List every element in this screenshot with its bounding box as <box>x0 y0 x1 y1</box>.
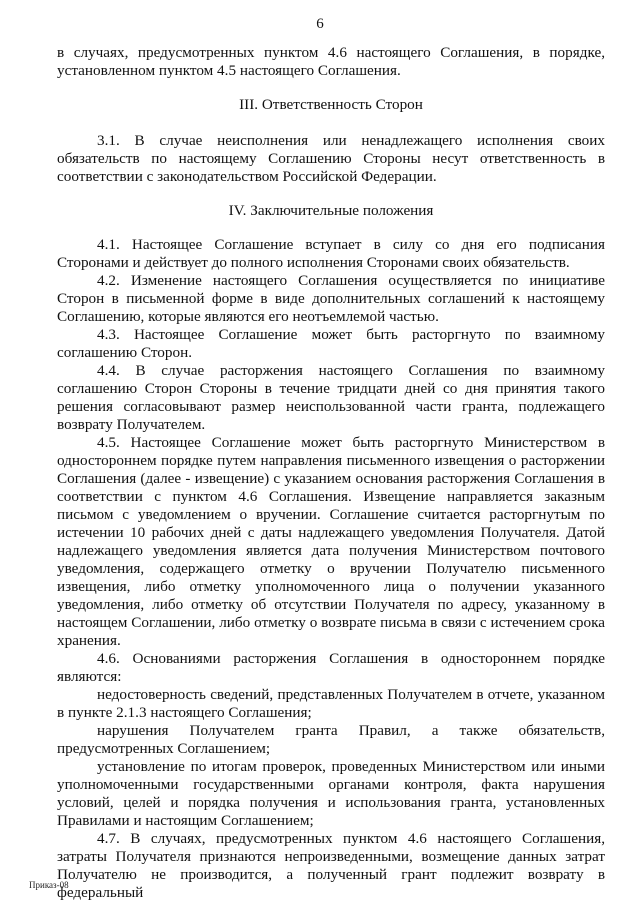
section-3-heading: III. Ответственность Сторон <box>239 96 423 113</box>
paragraph-4-5: 4.5. Настоящее Соглашение может быть расторгнуто Министерством в одностороннем порядке путем направления письменного извещения о расторжении Соглашения (далее - извещение) с указанием основания расторжения Соглашения в соответствии с пунктом 4.6 Соглашения. Извещение направляется заказным письмом с уведомлением о вручении. Соглашение считается расторгнутым по истечении 10 рабочих дней с даты надлежащего уведомления Получателя. Датой надлежащего уведомления является дата получения Министерством почтового уведомления, содержащего отметку о вручении Получателю письменного извещения, либо отметку уполномоченного лица о получении указанного уведомления, либо отметку об отсутствии Получателя по адресу, указанному в настоящем Соглашении, либо отметку о возврате письма в связи с истечением срока хранения. <box>57 434 605 649</box>
paragraph-4-4: 4.4. В случае расторжения настоящего Соглашения по взаимному соглашению Сторон Стороны в течение тридцати дней со дня принятия такого решения согласовывают размер неиспользованной части гранта, подлежащего возврату Получателем. <box>57 362 605 433</box>
paragraph-4-6: 4.6. Основаниями расторжения Соглашения в одностороннем порядке являются: <box>57 650 605 685</box>
paragraph-3-1: 3.1. В случае неисполнения или ненадлежащего исполнения своих обязательств по настоящему Соглашению Стороны несут ответственность в соответствии с законодательством Российской Федерации. <box>57 132 605 185</box>
paragraph-4-7: 4.7. В случаях, предусмотренных пунктом 4.6 настоящего Соглашения, затраты Получателя признаются непроизведенными, возмещение данных затрат Получателю не производится, а полученный грант подлежит возврату в федеральный <box>57 830 605 901</box>
intro-paragraph: в случаях, предусмотренных пунктом 4.6 настоящего Соглашения, в порядке, установленном пунктом 4.5 настоящего Соглашения. <box>57 44 605 79</box>
paragraph-4-1: 4.1. Настоящее Соглашение вступает в силу со дня его подписания Сторонами и действует до полного исполнения Сторонами своих обязательств. <box>57 236 605 271</box>
paragraph-4-6-item-2: нарушения Получателем гранта Правил, а также обязательств, предусмотренных Соглашением; <box>57 722 605 757</box>
section-4-heading: IV. Заключительные положения <box>228 202 434 219</box>
footer-code: Приказ-08 <box>29 880 69 890</box>
document-body <box>57 44 605 902</box>
page-number: 6 <box>316 16 324 32</box>
paragraph-4-3: 4.3. Настоящее Соглашение может быть расторгнуто по взаимному соглашению Сторон. <box>57 326 605 361</box>
paragraph-4-6-item-3: установление по итогам проверок, проведенных Министерством или иными уполномоченными государственными органами контроля, факта нарушения условий, целей и порядка получения и использования гранта, установленных Правилами и настоящим Соглашением; <box>57 758 605 829</box>
paragraph-4-2: 4.2. Изменение настоящего Соглашения осуществляется по инициативе Сторон в письменной форме в виде дополнительных соглашений к настоящему Соглашению, которые являются его неотъемлемой частью. <box>57 272 605 325</box>
paragraph-4-6-item-1: недостоверность сведений, представленных Получателем в отчете, указанном в пункте 2.1.3 настоящего Соглашения; <box>57 686 605 721</box>
